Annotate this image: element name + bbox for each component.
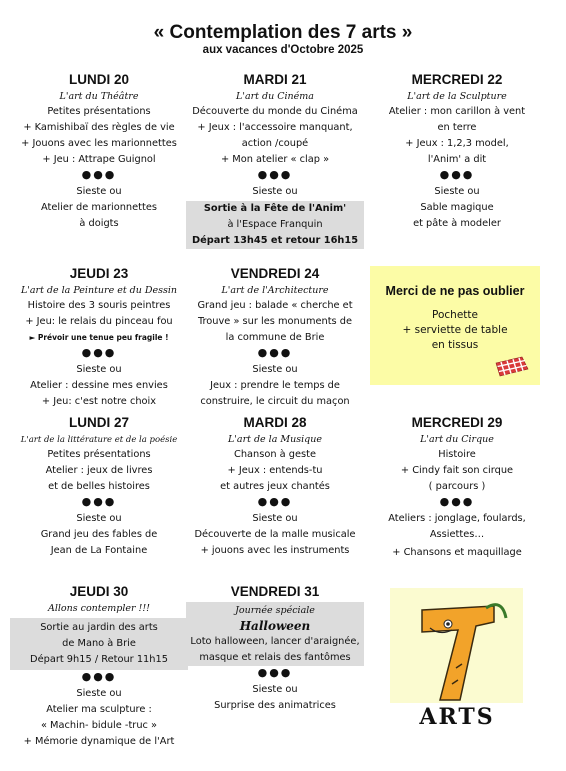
day-title: MERCREDI 29 xyxy=(411,415,503,430)
afternoon-line: Atelier : dessine mes envies xyxy=(30,380,168,391)
page-subtitle: aux vacances d'Octobre 2025 xyxy=(202,44,364,56)
day-title: JEUDI 23 xyxy=(69,266,129,281)
day-jeudi-30 xyxy=(10,582,188,750)
afternoon-line: Sieste ou xyxy=(252,186,298,197)
seven-figure-icon xyxy=(390,588,523,703)
day-title: VENDREDI 24 xyxy=(230,266,320,281)
afternoon-line: + Jeu: c'est notre choix xyxy=(41,396,157,407)
activity-line: Petites présentations xyxy=(47,106,151,117)
activity-line: + Jeu: le relais du pinceau fou xyxy=(25,316,173,327)
outing-box xyxy=(186,201,364,249)
separator-dots: ●●● xyxy=(439,168,475,181)
afternoon-line: construire, le circuit du maçon xyxy=(200,396,350,407)
outing-box xyxy=(10,618,188,670)
day-lundi-27 xyxy=(10,413,188,559)
afternoon-line: Sable magique xyxy=(420,202,494,213)
afternoon-line: à doigts xyxy=(79,218,119,229)
day-theme: L'art de l'Architecture xyxy=(221,285,329,296)
reminder-line: + serviette de table xyxy=(402,324,508,336)
day-title: LUNDI 20 xyxy=(68,72,129,87)
activity-line: Histoire xyxy=(438,449,476,460)
activity-line: + Jeux : 1,2,3 model, xyxy=(405,138,509,149)
activity-line: Chanson à geste xyxy=(233,449,317,460)
day-title: MERCREDI 22 xyxy=(411,72,503,87)
separator-dots: ●●● xyxy=(257,346,293,359)
seven-arts-illustration xyxy=(390,588,523,703)
activity-line: Trouve » sur les monuments de xyxy=(197,316,353,327)
afternoon-line: Ateliers : jonglage, foulards, xyxy=(388,513,526,524)
separator-dots: ●●● xyxy=(257,495,293,508)
day-theme: Journée spéciale xyxy=(235,605,315,616)
day-theme: L'art du Théâtre xyxy=(59,91,139,102)
activity-line: Petites présentations xyxy=(47,449,151,460)
day-theme: L'art du Cinéma xyxy=(236,91,314,102)
day-theme: L'art de la littérature et de la poésie xyxy=(20,435,178,445)
page-title: « Contemplation des 7 arts » xyxy=(153,22,413,43)
activity-line: et autres jeux chantés xyxy=(220,481,330,492)
arts-logo-text: ARTS xyxy=(419,704,495,730)
outing-line: Sortie au jardin des arts xyxy=(40,622,158,633)
day-vendredi-24 xyxy=(186,264,364,410)
separator-dots: ●●● xyxy=(81,346,117,359)
day-theme: Allons contempler !!! xyxy=(47,603,151,614)
activity-line: + Mon atelier « clap » xyxy=(220,154,330,165)
activity-line: masque et relais des fantômes xyxy=(199,652,351,663)
activity-line: Loto halloween, lancer d'araignée, xyxy=(190,636,360,647)
activity-line: Découverte du monde du Cinéma xyxy=(192,106,358,117)
day-theme: L'art de la Musique xyxy=(228,434,322,445)
outing-line: Départ 9h15 / Retour 11h15 xyxy=(30,654,168,665)
reminder-line: Pochette xyxy=(432,309,478,321)
activity-line: Histoire des 3 souris peintres xyxy=(27,300,171,311)
day-title: VENDREDI 31 xyxy=(230,584,320,599)
separator-dots: ●●● xyxy=(81,670,117,683)
halloween-box xyxy=(186,602,364,666)
afternoon-line: Sieste ou xyxy=(76,186,122,197)
day-mercredi-22 xyxy=(368,70,546,232)
afternoon-line: Sieste ou xyxy=(76,513,122,524)
warning-note: ► Prévoir une tenue peu fragile ! xyxy=(29,333,169,342)
afternoon-line: + jouons avec les instruments xyxy=(200,545,350,556)
separator-dots: ●●● xyxy=(81,495,117,508)
activity-line: et de belles histoires xyxy=(48,481,150,492)
afternoon-line: Sieste ou xyxy=(76,364,122,375)
activity-line: + Cindy fait son cirque xyxy=(400,465,514,476)
activity-line: en terre xyxy=(437,122,477,133)
separator-dots: ●●● xyxy=(81,168,117,181)
activity-line: action /coupé xyxy=(241,138,309,149)
afternoon-line: Atelier ma sculpture : xyxy=(46,704,152,715)
reminder-title: Merci de ne pas oublier xyxy=(385,284,525,298)
reminder-note xyxy=(370,266,540,385)
day-theme: L'art de la Sculpture xyxy=(407,91,507,102)
napkin-icon xyxy=(492,353,530,379)
afternoon-line: Assiettes… xyxy=(429,529,485,540)
day-lundi-20 xyxy=(10,70,188,232)
activity-line: + Jeux : l'accessoire manquant, xyxy=(197,122,353,133)
activity-line: + Kamishibaï des règles de vie xyxy=(23,122,175,133)
afternoon-line: Sieste ou xyxy=(252,513,298,524)
separator-dots: ●●● xyxy=(257,168,293,181)
activity-line: + Jeu : Attrape Guignol xyxy=(42,154,156,165)
separator-dots: ●●● xyxy=(439,495,475,508)
activity-line: Atelier : mon carillon à vent xyxy=(388,106,526,117)
day-mercredi-29 xyxy=(368,413,546,561)
day-vendredi-31 xyxy=(186,582,364,714)
afternoon-line: Jean de La Fontaine xyxy=(50,545,148,556)
afternoon-line: Sieste ou xyxy=(252,364,298,375)
reminder-line: en tissus xyxy=(431,339,479,351)
activity-line: la commune de Brie xyxy=(225,332,325,343)
day-theme: L'art de la Peinture et du Dessin xyxy=(20,285,178,296)
afternoon-line: Jeux : prendre le temps de xyxy=(210,380,340,391)
separator-dots: ●●● xyxy=(257,666,293,679)
afternoon-line: Surprise des animatrices xyxy=(214,700,336,711)
activity-line: + Jouons avec les marionnettes xyxy=(21,138,177,149)
afternoon-line: Sieste ou xyxy=(76,688,122,699)
afternoon-line: Sieste ou xyxy=(434,186,480,197)
halloween-title: Halloween xyxy=(239,619,311,633)
activity-line: Grand jeu : balade « cherche et xyxy=(197,300,353,311)
day-title: MARDI 21 xyxy=(243,72,307,87)
afternoon-line: Sieste ou xyxy=(252,684,298,695)
outing-line: Sortie à la Fête de l'Anim' xyxy=(203,203,347,214)
afternoon-line: + Mémorie dynamique de l'Art xyxy=(23,736,175,747)
afternoon-line: Découverte de la malle musicale xyxy=(194,529,356,540)
activity-line: ( parcours ) xyxy=(428,481,486,492)
day-theme: L'art du Cirque xyxy=(420,434,494,445)
afternoon-line: et pâte à modeler xyxy=(413,218,501,229)
activity-line: Atelier : jeux de livres xyxy=(45,465,153,476)
day-title: JEUDI 30 xyxy=(69,584,129,599)
afternoon-line: + Chansons et maquillage xyxy=(392,547,522,558)
day-title: LUNDI 27 xyxy=(68,415,129,430)
day-jeudi-23 xyxy=(10,264,188,410)
day-title: MARDI 28 xyxy=(243,415,307,430)
activity-line: l'Anim' a dit xyxy=(427,154,487,165)
outing-line: Départ 13h45 et retour 16h15 xyxy=(191,235,359,246)
day-mardi-21 xyxy=(186,70,364,249)
outing-line: de Mano à Brie xyxy=(62,638,136,649)
afternoon-line: Atelier de marionnettes xyxy=(41,202,157,213)
afternoon-line: « Machin- bidule -truc » xyxy=(40,720,158,731)
activity-line: + Jeux : entends-tu xyxy=(227,465,323,476)
afternoon-line: Grand jeu des fables de xyxy=(40,529,158,540)
outing-line: à l'Espace Franquin xyxy=(227,219,323,230)
day-mardi-28 xyxy=(186,413,364,559)
